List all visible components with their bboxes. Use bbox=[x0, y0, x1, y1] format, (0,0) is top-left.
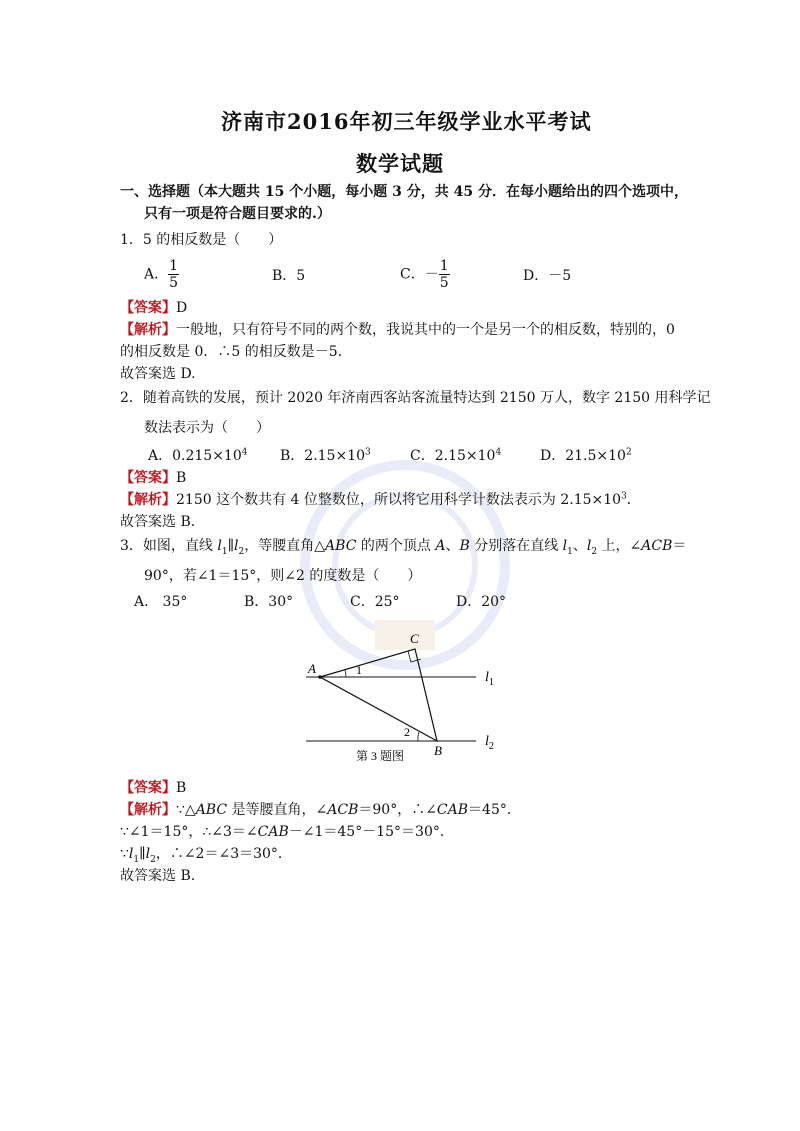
line-l: l bbox=[217, 538, 222, 554]
figure-caption: 第 3 题图 bbox=[356, 749, 405, 763]
point-b: B bbox=[459, 538, 470, 554]
exponent: 4 bbox=[495, 447, 502, 458]
q1-answer bbox=[120, 298, 187, 318]
q1-option-a bbox=[144, 258, 179, 291]
q3-figure bbox=[300, 625, 520, 770]
analysis-label: 【解析】 bbox=[120, 492, 176, 508]
label-l2-letter: l bbox=[485, 734, 489, 749]
analysis-label: 【解析】 bbox=[120, 802, 176, 818]
point-a-dot bbox=[318, 675, 322, 679]
q2-stem-line2: 数法表示为（ ） bbox=[144, 420, 270, 436]
q1-option-c-label: C．－ bbox=[400, 266, 439, 283]
answer-label: 【答案】 bbox=[120, 470, 176, 486]
point-a: A bbox=[435, 538, 446, 554]
q3-answer bbox=[120, 778, 186, 798]
angle-name: CAB bbox=[257, 824, 289, 840]
label-c: C bbox=[410, 631, 419, 646]
subscript: 1 bbox=[221, 546, 228, 557]
exponent: 3 bbox=[365, 447, 371, 458]
q1-option-a-fraction bbox=[168, 258, 179, 291]
q2-option-a bbox=[148, 446, 247, 466]
label-l2 bbox=[485, 734, 494, 752]
q1-analysis-line2: 的相反数是 0．∴5 的相反数是－5. bbox=[120, 344, 343, 360]
label-l1-letter: l bbox=[485, 670, 489, 685]
analysis-text: 一般地，只有符号不同的两个数，我说其中的一个是另一个的相反数，特别的，0 bbox=[176, 322, 675, 338]
exponent: 3 bbox=[621, 491, 627, 502]
parallel-symbol: ∥ bbox=[227, 538, 235, 554]
angle-name: ACB bbox=[327, 802, 359, 818]
analysis-end: ． bbox=[626, 492, 641, 508]
label-angle-2: 2 bbox=[404, 725, 410, 739]
label-a: A bbox=[308, 661, 316, 676]
label-angle-1: 1 bbox=[356, 663, 362, 677]
q1-option-b: B．5 bbox=[272, 268, 306, 284]
q1-analysis-line1 bbox=[120, 320, 675, 340]
q1-option-c bbox=[400, 258, 450, 291]
q1-option-c-fraction bbox=[439, 258, 450, 291]
page-title: 济南市2016年初三年级学业水平考试 bbox=[221, 109, 592, 134]
q2-answer bbox=[120, 468, 186, 488]
q1-option-d: D．－5 bbox=[523, 268, 572, 284]
text: 分别落在直线 bbox=[469, 538, 563, 554]
answer-value: D bbox=[176, 300, 188, 316]
label-l1 bbox=[485, 670, 494, 688]
triangle-abc bbox=[320, 649, 437, 741]
q1-option-a-label: A． bbox=[144, 266, 169, 283]
line-l: l bbox=[145, 846, 151, 862]
q2-option-d-text: D．21.5×10 bbox=[540, 448, 626, 464]
text: 是等腰直角，∠ bbox=[227, 802, 328, 818]
q3-option-d: D．20° bbox=[456, 594, 507, 610]
answer-value: B bbox=[176, 470, 187, 486]
answer-label: 【答案】 bbox=[120, 780, 176, 796]
answer-value: B bbox=[176, 780, 187, 796]
text: ∵ bbox=[120, 846, 129, 862]
q2-stem-line1: 2．随着高铁的发展，预计 2020 年济南西客站客流量特达到 2150 万人，数字 2150 用科学记 bbox=[120, 390, 711, 406]
right-angle-mark bbox=[408, 651, 421, 662]
q3-option-b: B．30° bbox=[244, 594, 294, 610]
q3-analysis-line2 bbox=[120, 822, 454, 842]
text: ＝90°，∴∠ bbox=[358, 802, 437, 818]
text: ∵△ bbox=[176, 802, 196, 818]
angle-2-arc bbox=[418, 732, 419, 741]
answer-label: 【答案】 bbox=[120, 300, 176, 316]
q3-analysis-line1 bbox=[120, 800, 521, 820]
label-b: B bbox=[434, 743, 442, 758]
label-l1-sub: 1 bbox=[488, 677, 494, 688]
q2-conclusion: 故答案选 B. bbox=[120, 514, 196, 530]
subscript: 1 bbox=[567, 546, 573, 557]
subscript: 2 bbox=[591, 546, 598, 557]
q3-option-a: A. 35° bbox=[134, 594, 188, 610]
exponent: 4 bbox=[241, 447, 248, 458]
angle-name: CAB bbox=[436, 802, 469, 818]
line-l: l bbox=[586, 538, 592, 554]
fraction-denominator: 5 bbox=[169, 275, 179, 291]
subscript: 1 bbox=[133, 854, 140, 865]
separator: 、 bbox=[572, 538, 587, 554]
text: 上，∠ bbox=[597, 538, 642, 554]
angle-name: ACB bbox=[641, 538, 673, 554]
q2-option-b-text: B．2.15×10 bbox=[280, 448, 366, 464]
angle-1-arc bbox=[345, 670, 346, 677]
q2-option-d bbox=[540, 446, 632, 466]
q2-option-a-text: A．0.215×10 bbox=[148, 448, 242, 464]
exponent: 2 bbox=[625, 447, 632, 458]
fraction-numerator: 1 bbox=[169, 258, 179, 274]
parallel-symbol: ∥ bbox=[139, 846, 146, 862]
text: ＝45°． bbox=[468, 802, 521, 818]
section-heading-line2: 只有一项是符合题目要求的.） bbox=[144, 206, 331, 222]
line-l: l bbox=[234, 538, 239, 554]
label-l2-sub: 2 bbox=[488, 741, 494, 752]
q3-stem-line2: 90°，若∠1＝15°，则∠2 的度数是（ ） bbox=[144, 568, 422, 584]
q1-stem: 1．5 的相反数是（ ） bbox=[120, 232, 283, 248]
q2-analysis bbox=[120, 490, 641, 510]
separator: 、 bbox=[445, 538, 460, 554]
text: ∵∠1＝15°，∴∠3＝∠ bbox=[120, 824, 258, 840]
q3-stem-line1 bbox=[120, 536, 686, 556]
subscript: 2 bbox=[238, 546, 245, 557]
line-l: l bbox=[128, 846, 134, 862]
q2-option-c-text: C．2.15×10 bbox=[410, 448, 496, 464]
q1-conclusion: 故答案选 D. bbox=[120, 366, 196, 382]
text: 3．如图，直线 bbox=[120, 538, 218, 554]
q2-option-b bbox=[280, 446, 371, 466]
text: ＝ bbox=[672, 538, 687, 554]
fraction-numerator: 1 bbox=[439, 258, 449, 274]
q3-option-c: C．25° bbox=[350, 594, 400, 610]
page-subtitle: 数学试题 bbox=[356, 151, 444, 176]
analysis-label: 【解析】 bbox=[120, 322, 176, 338]
fraction-denominator: 5 bbox=[439, 275, 449, 291]
q3-analysis-line3 bbox=[120, 844, 292, 864]
section-heading-line1: 一、选择题（本大题共 15 个小题，每小题 3 分，共 45 分．在每小题给出的四个选项中， bbox=[120, 184, 688, 200]
text: ，等腰直角△ bbox=[244, 538, 326, 554]
analysis-text: 2150 这个数共有 4 位整数位，所以将它用科学计数法表示为 2.15×10 bbox=[176, 492, 622, 508]
text: ，∴∠2＝∠3＝30°． bbox=[155, 846, 292, 862]
line-l: l bbox=[562, 538, 568, 554]
q3-conclusion: 故答案选 B. bbox=[120, 868, 196, 884]
subscript: 2 bbox=[150, 854, 156, 865]
triangle-name: ABC bbox=[325, 538, 357, 554]
text: 的两个顶点 bbox=[356, 538, 436, 554]
q2-option-c bbox=[410, 446, 501, 466]
text: －∠1＝45°－15°＝30°． bbox=[288, 824, 454, 840]
triangle-name: ABC bbox=[195, 802, 228, 818]
